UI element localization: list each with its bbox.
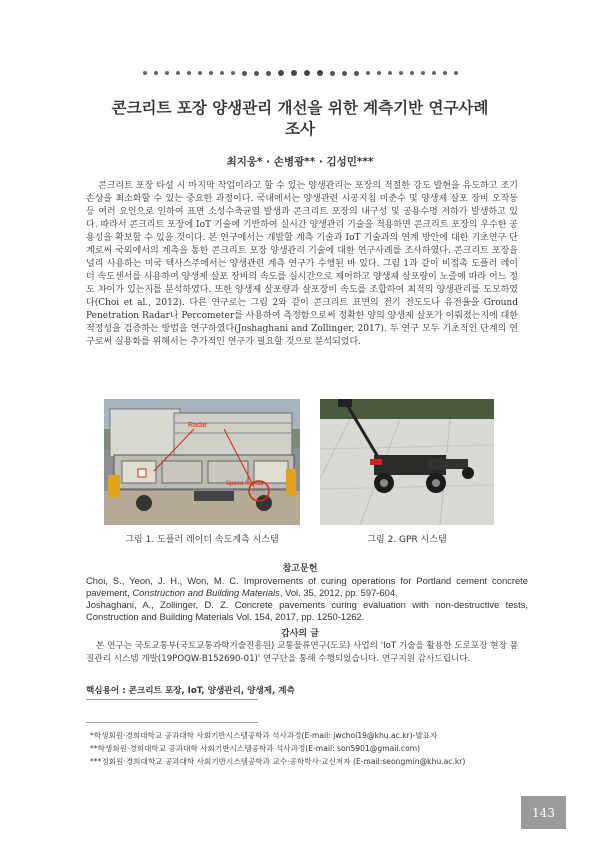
- keywords: 핵심용어 : 콘크리트 포장, IoT, 양생관리, 양생제, 계측: [86, 686, 295, 696]
- references-heading: 참고문헌: [282, 564, 318, 574]
- figure1-photo: [104, 399, 300, 525]
- paper-title-line1: 콘크리트 포장 양생관리 개선을 위한 계측기반 연구사례: [111, 99, 489, 117]
- gpr-cart-illustration: [320, 399, 494, 525]
- footnotes: [90, 729, 530, 768]
- reference-text: Choi, S., Yeon, J. H., Won, M. C. Improvements of curing operations for Portland cement concrete pavement,: [86, 575, 528, 598]
- reference-journal: Construction and Building Materials: [132, 587, 280, 598]
- figure2-caption: 그림 2. GPR 시스템: [367, 535, 447, 545]
- reference-item: [86, 575, 528, 599]
- abstract-text: 콘크리트 포장 타설 시 마지막 작업이라고 할 수 있는 양생관리는 포장의 적절한 강도 발현을 유도하고 조기손상을 최소화할 수 있는 중요한 과정이다. 국내에서는 양생관련 시공지침 미준수 및 양생제 살포 장비 오작동 등 여러 요인으로 인하여 표면 소성수축균열 발생과 콘크리트 포장의 내구성 및 공용수명 저하가 발생하고 있다. 따라서 콘크리트 포장에 IoT 기술에 기반하여 실시간 양생관리 기술을 적용하면 콘크리트 포장의 우수한 공용성을 확보할 수 있을 것이다. 본 연구에서는 개발할 계측 기술과 IoT 기술과의 연계 방안에 대한 기초연구 단계로써 국외에서의 계측을 통한 콘크리트 포장 양생관리 기술에 대한 연구사례를 조사하였다. 콘크리트 포장을 널리 사용하는 미국 텍사스주에서는 양생관련 계측 연구가 수행된 바 있다. 그림 1과 같이 비접촉 도플러 레이더 속도센서를 사용하여 양생제 살포 장비의 속도를 실시간으로 제어하고 양생제 살포량이 노즐에 따라 어느 정도 차이가 있는지를 분석하였다. 또한 양생제 살포량과 살포장비 속도를 조합하여 최적의 양생관리를 도모하였다(Choi et al., 2012). 다른 연구로는 그림 2와 같이 콘크리트 표면의 전기 전도도나 유전율을 Ground Penetration Radar나 Percometer를 사용하여 측정함으로써 정확한 양의 양생제 살포가 이뤄졌는지에 대한 적정성을 검증하는 방법을 연구하였다(Joshaghani and Zollinger, 2017). 두 연구 모두 기초적인 단계의 연구로써 실용화를 위해서는 추가적인 연구가 필요할 것으로 분석되었다.: [86, 181, 518, 347]
- paper-title-line2: 조사: [285, 120, 315, 138]
- footnote-author3: ***정회원·경희대학교 공과대학 사회기반시스템공학과 교수·공학박사·교신저자 (E-mail:seongmin@khu.ac.kr): [90, 757, 466, 766]
- figure2-photo: [320, 399, 494, 525]
- radar-label: Radar: [188, 422, 208, 429]
- reference-list: [86, 575, 528, 623]
- footnote-author2: **학생회원·경희대학교 공과대학 사회기반시스템공학과 석사과정(E-mail: son5901@gmail.com): [90, 744, 421, 753]
- paper-title: [60, 98, 540, 140]
- reference-item: [86, 599, 528, 623]
- paving-machine-illustration: [104, 399, 300, 525]
- figure1-caption: 그림 1. 도플러 레이더 속도계측 시스템: [125, 535, 279, 545]
- page-number: 143: [521, 796, 566, 829]
- footnote-author1: *학생회원·경희대학교 공과대학 사회기반시스템공학과 석사과정(E-mail: jwchoi19@khu.ac.kr)-발표자: [90, 731, 438, 740]
- decorative-dot-rule: [0, 70, 600, 76]
- acknowledgement-heading: 감사의 글: [281, 629, 319, 639]
- author-list: 최지웅* · 손병광** · 김성민***: [226, 156, 374, 168]
- reference-details: , Vol. 35, 2012, pp. 597-604.: [279, 587, 398, 598]
- footnote-divider: [86, 722, 258, 723]
- speed-sensor-label: Speed Sensor: [226, 481, 265, 487]
- keywords-divider: [86, 699, 258, 700]
- acknowledgement-text: 본 연구는 국토교통부(국토교통과학기술진흥원) 교통물류연구(도로) 사업의 'IoT 기술을 활용한 도로포장 현장 품질관리 시스템 개발(19POQW-B152690-01)' 연구단을 통해 수행되었습니다. 연구지원 감사드립니다.: [86, 641, 518, 664]
- reference-text: Joshaghani, A., Zollinger, D. Z. Concrete pavements curing evaluation with non-destructive tests, Construction and Building Materials Vol. 154, 2017, pp. 1250-1262.: [86, 599, 528, 622]
